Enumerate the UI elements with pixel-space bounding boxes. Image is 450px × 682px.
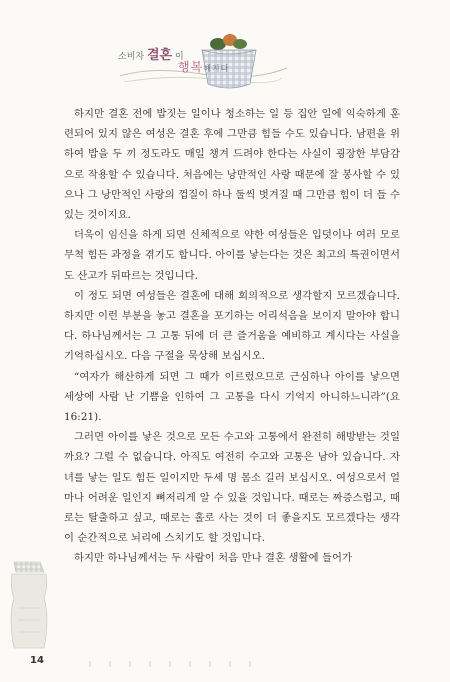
header-mid: 이: [174, 52, 184, 62]
paragraph: 하지만 하나님께서는 두 사람이 처음 만나 결혼 생활에 들어가: [74, 552, 353, 565]
paragraph: 그러면 아이를 낳은 것으로 모든 수고와 고통에서 완전히 해방받는 것일까요? 그럴 수 없습니다. 아직도 여전히 수고와 고통은 남아 있습니다. 자녀를 낳는 일도 힘든 일이지만 두세 명 몸소 길러 보십시오. 여성으로서 얼마나 어려운 일인지 뼈저리게 알 수 있을 것입니다. 때로는 짜증스럽고, 때로는 탈출하고 싶고, 때로는 홀로 사는 것이 더 좋을지도 모르겠다는 생각이 순간적으로 뇌리에 스치기도 할 것입니다.: [64, 431, 400, 545]
header-prefix: 소비자: [118, 52, 145, 62]
header-emphasis: 결혼: [146, 48, 173, 63]
running-header-sub: [178, 58, 229, 75]
footer-decoration: [88, 660, 258, 668]
paragraph: 더욱이 임신을 하게 되면 신체적으로 약한 여성들은 입덧이나 여러 모로 무척 힘든 과정을 겪기도 합니다. 아이를 낳는다는 것은 최고의 특권이면서도 산고가 뒤따르는 것입니다.: [64, 229, 400, 282]
decorative-jar-icon: [0, 558, 60, 658]
paragraph: 이 정도 되면 여성들은 결혼에 대해 회의적으로 생각할지 모르겠습니다. 하지만 이런 부분을 놓고 결혼을 포기하는 어리석음을 보이지 말아야 합니다. 하나님께서는 그 고통 뒤에 더 큰 즐거움을 예비하고 계시다는 사실을 기억하십시오. 다음 구절을 묵상해 보십시오.: [64, 289, 400, 363]
header-sub-small: 해지다: [203, 64, 230, 73]
page-body: [64, 104, 400, 569]
bible-quote: “여자가 해산하게 되면 그 때가 이르렀으므로 근심하나 아이를 낳으면 세상에 사람 난 기쁨을 인하여 그 고통을 다시 기억지 아니하느니라”(요 16:21).: [64, 370, 400, 424]
header-sub-big: 행복: [178, 60, 204, 74]
page-number: 14: [30, 655, 44, 666]
paragraph: 하지만 결혼 전에 밥짓는 일이나 청소하는 일 등 집안 일에 익숙하게 훈련되어 있지 않은 여성은 결혼 후에 그만큼 힘들 수도 있습니다. 남편을 위하여 밥을 두 끼 정도라도 매일 챙겨 드려야 한다는 사실이 굉장한 부담감으로 작용할 수 있습니다. 처음에는 낭만적인 사랑 때문에 잘 봉사할 수 있으나 그 낭만적인 사랑의 껍질이 하나 둘씩 벗겨질 때 그만큼 힘이 더 들 수 있는 것이지요.: [64, 108, 400, 222]
running-header: [118, 44, 184, 63]
